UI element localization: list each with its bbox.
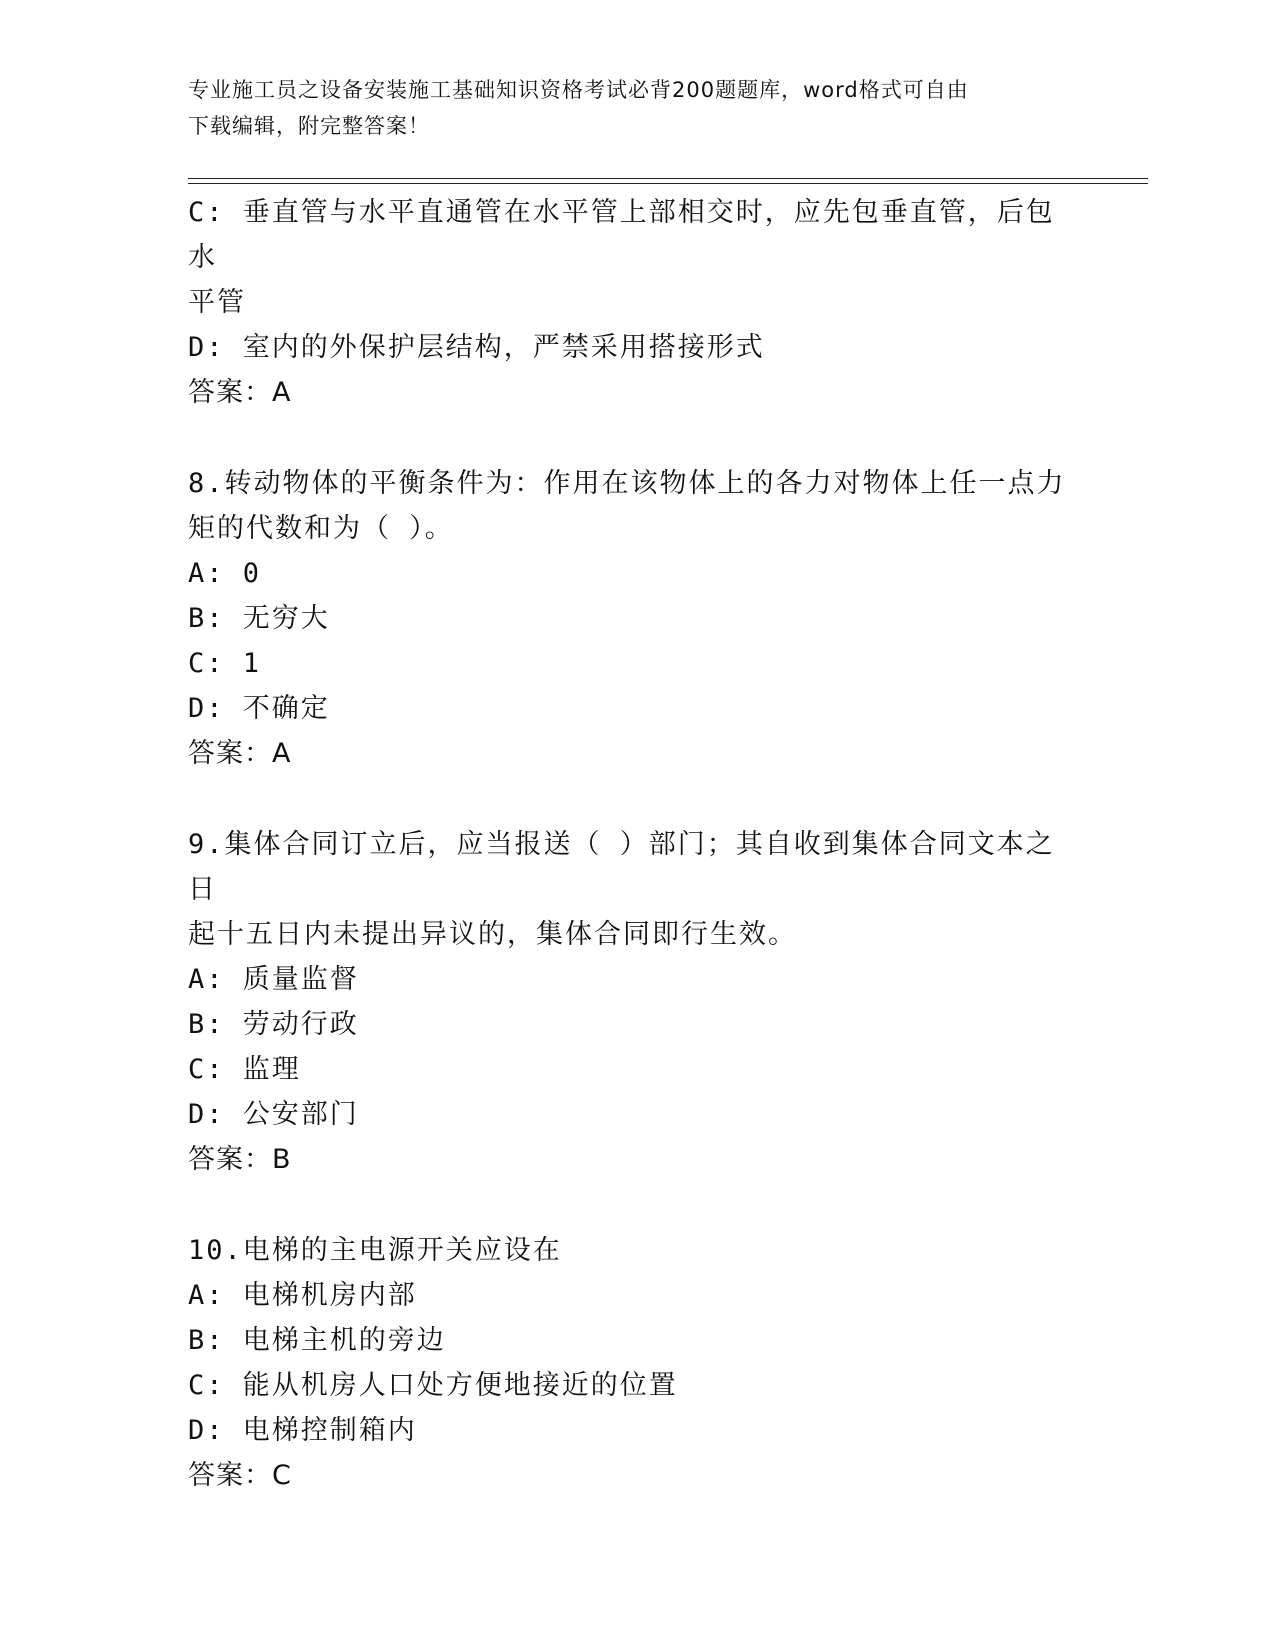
answer-label: 答案：A xyxy=(188,738,292,769)
option-d: D: 公安部门 xyxy=(188,1099,359,1130)
option-c: C: 垂直管与水平直通管在水平管上部相交时，应先包垂直管，后包水 xyxy=(188,197,1055,273)
option-d: D: 室内的外保护层结构，严禁采用搭接形式 xyxy=(188,332,765,363)
option-c-continued: 平管 xyxy=(188,287,246,318)
answer-label: 答案：B xyxy=(188,1144,292,1175)
option-c: C: 监理 xyxy=(188,1054,301,1085)
option-a: A: 0 xyxy=(188,558,262,589)
header-title-line-1: 专业施工员之设备安装施工基础知识资格考试必背200题题库，word格式可自由 xyxy=(188,78,969,102)
question-stem: 9.集体合同订立后，应当报送（ ）部门；其自收到集体合同文本之日 xyxy=(188,829,1055,905)
question-list xyxy=(188,190,1078,1498)
question-9 xyxy=(188,822,1078,1182)
spacer xyxy=(188,1182,1078,1228)
header-divider-top xyxy=(188,178,1148,179)
option-c: C: 能从机房人口处方便地接近的位置 xyxy=(188,1370,678,1401)
option-b: B: 无穷大 xyxy=(188,603,330,634)
answer-label: 答案：C xyxy=(188,1460,292,1491)
option-d: D: 电梯控制箱内 xyxy=(188,1415,417,1446)
question-10 xyxy=(188,1228,1078,1498)
spacer xyxy=(188,776,1078,822)
option-b: B: 劳动行政 xyxy=(188,1009,359,1040)
document-header xyxy=(188,72,1088,144)
option-d: D: 不确定 xyxy=(188,693,330,724)
spacer xyxy=(188,415,1078,461)
question-8 xyxy=(188,461,1078,776)
question-stem-continued: 矩的代数和为（ ）。 xyxy=(188,513,454,544)
option-a: A: 质量监督 xyxy=(188,964,359,995)
answer-label: 答案：A xyxy=(188,377,292,408)
option-a: A: 电梯机房内部 xyxy=(188,1280,417,1311)
header-title-line-2: 下载编辑，附完整答案！ xyxy=(188,114,430,138)
question-7-tail xyxy=(188,190,1078,415)
question-stem: 10.电梯的主电源开关应设在 xyxy=(188,1235,562,1266)
option-c: C: 1 xyxy=(188,648,262,679)
question-stem-continued: 起十五日内未提出异议的，集体合同即行生效。 xyxy=(188,919,797,950)
header-divider-bottom xyxy=(188,183,1148,184)
question-stem: 8.转动物体的平衡条件为：作用在该物体上的各力对物体上任一点力 xyxy=(188,468,1066,499)
option-b: B: 电梯主机的旁边 xyxy=(188,1325,446,1356)
